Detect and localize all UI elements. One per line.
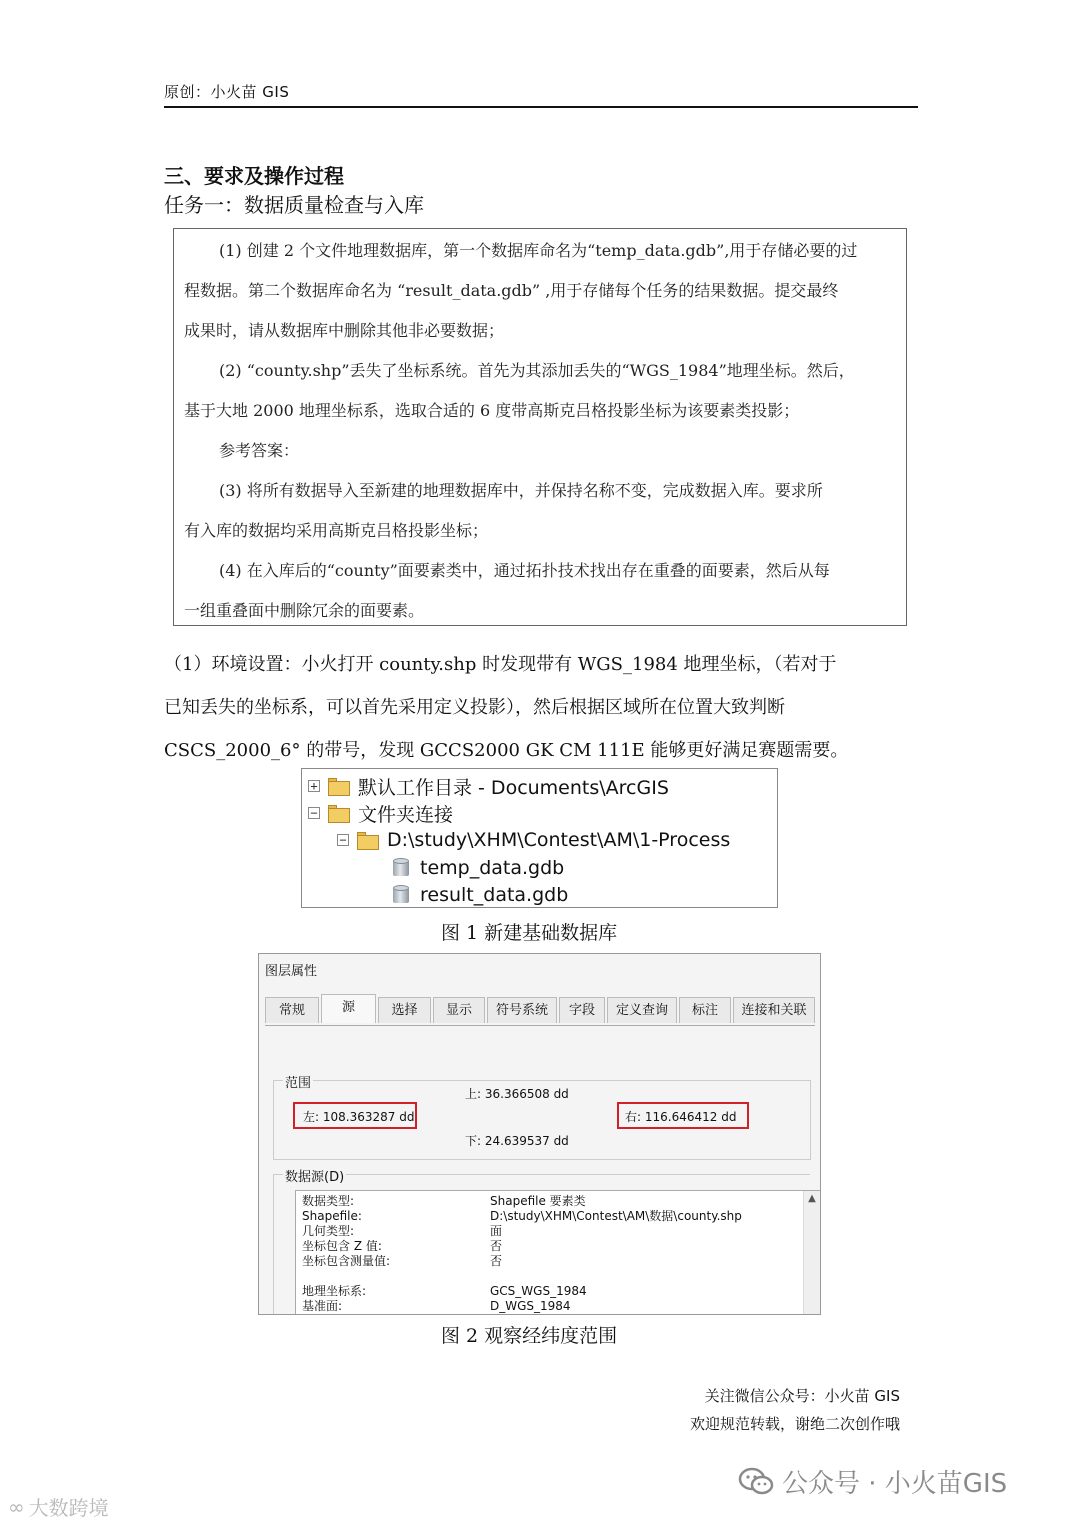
datasource-label: 数据源(D) <box>283 1166 346 1185</box>
figure2-caption: 图 2 观察经纬度范围 <box>441 1325 618 1347</box>
task-line: 有入库的数据均采用高斯克吕格投影坐标； <box>184 521 489 540</box>
figure1-caption: 图 1 新建基础数据库 <box>441 922 618 944</box>
tree-row-label: D:\study\XHM\Contest\AM\1-Process <box>387 829 731 851</box>
wechat-account-badge <box>738 1463 1007 1500</box>
tab-bar <box>265 997 815 1026</box>
extent-top: 上: 36.366508 dd <box>465 1087 569 1101</box>
tab-joins-relates[interactable]: 连接和关联 <box>733 997 815 1023</box>
datasource-key: 坐标包含测量值: <box>302 1254 391 1268</box>
datasource-key: Shapefile: <box>302 1209 362 1223</box>
collapse-icon[interactable]: − <box>337 834 349 846</box>
datasource-value: D:\study\XHM\Contest\AM\数据\county.shp <box>490 1209 742 1223</box>
watermark <box>8 1492 109 1521</box>
folder-icon <box>357 832 379 849</box>
paragraph-line: CSCS_2000_6° 的带号，发现 GCCS2000 GK CM 111E 能够更好满足赛题需要。 <box>164 740 849 761</box>
datasource-key: 基准面: <box>302 1299 343 1313</box>
datasource-value: GCS_WGS_1984 <box>490 1284 587 1298</box>
collapse-icon[interactable]: − <box>308 807 320 819</box>
task-line: 参考答案： <box>219 441 300 460</box>
footer-repost-line: 欢迎规范转载，谢绝二次创作哦 <box>689 1415 900 1433</box>
tab-fields[interactable]: 字段 <box>559 997 605 1023</box>
tree-row-process-folder[interactable] <box>337 827 730 853</box>
dialog-title: 图层属性 <box>265 964 318 979</box>
tree-row-label: 文件夹连接 <box>358 803 454 826</box>
folder-connections-icon <box>328 805 350 822</box>
task-line: 一组重叠面中删除冗余的面要素。 <box>184 601 425 620</box>
paragraph-line: （1）环境设置：小火打开 county.shp 时发现带有 WGS_1984 地理坐标，（若对于 <box>164 654 837 675</box>
wechat-account-name: 公众号 · 小火苗GIS <box>782 1469 1008 1499</box>
tree-row-label: 默认工作目录 - Documents\ArcGIS <box>358 776 669 799</box>
task-line: (4) 在入库后的“county”面要素类中，通过拓扑技术找出存在重叠的面要素，然后从每 <box>219 561 830 580</box>
tab-selection[interactable]: 选择 <box>378 997 431 1023</box>
home-folder-icon <box>328 778 350 795</box>
task-line: (3) 将所有数据导入至新建的地理数据库中，并保持名称不变，完成数据入库。要求所 <box>219 481 823 500</box>
header-rule <box>164 106 918 108</box>
task-line: (1) 创建 2 个文件地理数据库，第一个数据库命名为“temp_data.gdb”,用于存储必要的过 <box>219 241 858 260</box>
datasource-value: D_WGS_1984 <box>490 1299 571 1313</box>
tab-labels[interactable]: 标注 <box>679 997 731 1023</box>
datasource-key: 几何类型: <box>302 1224 355 1238</box>
tree-row-temp-gdb[interactable] <box>392 855 564 881</box>
extent-left: 左: 108.363287 dd <box>303 1110 415 1124</box>
tree-row-label: temp_data.gdb <box>420 857 565 879</box>
task-line: 成果时，请从数据库中删除其他非必要数据； <box>184 321 505 340</box>
watermark-text: 大数跨境 <box>28 1496 109 1520</box>
tree-row-result-gdb[interactable] <box>392 882 568 908</box>
tree-row-label: result_data.gdb <box>420 884 569 906</box>
tree-row-default-workspace[interactable] <box>308 773 669 799</box>
catalog-tree-screenshot <box>301 768 778 908</box>
datasource-value: 否 <box>490 1254 503 1268</box>
database-icon <box>392 858 410 878</box>
datasource-list[interactable] <box>295 1190 821 1315</box>
section-heading: 三、要求及操作过程 <box>164 164 344 188</box>
tab-definition-query[interactable]: 定义查询 <box>607 997 677 1023</box>
datasource-key: 地理坐标系: <box>302 1284 367 1298</box>
paragraph-line: 已知丢失的坐标系，可以首先采用定义投影），然后根据区域所在位置大致判断 <box>164 697 785 718</box>
datasource-value: Shapefile 要素类 <box>490 1194 586 1208</box>
tab-display[interactable]: 显示 <box>433 997 485 1023</box>
task-line: 程数据。第二个数据库命名为 “result_data.gdb” ,用于存储每个任务的结果数据。提交最终 <box>184 281 839 300</box>
watermark-logo-icon: ∞ <box>8 1494 25 1519</box>
task-heading: 任务一：数据质量检查与入库 <box>164 193 424 217</box>
expand-icon[interactable]: + <box>308 780 320 792</box>
database-icon <box>392 885 410 905</box>
datasource-scrollbar[interactable] <box>803 1191 820 1315</box>
scroll-up-icon[interactable]: ▲ <box>808 1193 816 1204</box>
task-requirements-box <box>173 228 907 626</box>
extent-bottom: 下: 24.639537 dd <box>465 1134 569 1148</box>
tab-source[interactable]: 源 <box>321 994 376 1023</box>
extent-label: 范围 <box>283 1072 313 1091</box>
footer-follow-line: 关注微信公众号：小火苗 GIS <box>704 1387 900 1405</box>
datasource-key: 数据类型: <box>302 1194 355 1208</box>
extent-right: 右: 116.646412 dd <box>625 1110 737 1124</box>
datasource-value: 否 <box>490 1239 503 1253</box>
tab-general[interactable]: 常规 <box>265 997 319 1023</box>
tree-row-folder-connections[interactable] <box>308 800 453 826</box>
task-line: 基于大地 2000 地理坐标系，选取合适的 6 度带高斯克吕格投影坐标为该要素类投影； <box>184 401 800 420</box>
tab-symbology[interactable]: 符号系统 <box>487 997 557 1023</box>
task-line: (2) “county.shp”丢失了坐标系统。首先为其添加丢失的“WGS_1984”地理坐标。然后， <box>219 361 855 380</box>
layer-properties-dialog <box>258 953 821 1315</box>
page-header: 原创：小火苗 GIS <box>164 83 290 101</box>
datasource-value: 面 <box>490 1224 503 1238</box>
datasource-key: 坐标包含 Z 值: <box>302 1239 382 1253</box>
wechat-icon <box>738 1467 774 1497</box>
